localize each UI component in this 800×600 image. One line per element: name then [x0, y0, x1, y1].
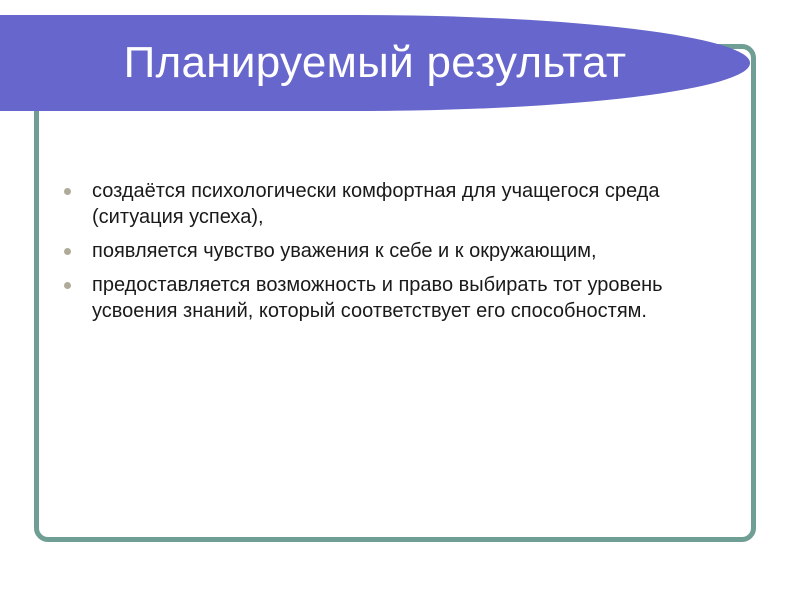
bullet-item [60, 178, 680, 230]
bullet-text: предоставляется возможность и право выбирать тот уровень усвоения знаний, который соответствует его способностям. [92, 274, 663, 322]
bullet-item [60, 272, 680, 324]
bullet-dot-icon [64, 248, 71, 255]
bullet-dot-icon [64, 282, 71, 289]
title-banner-content [0, 15, 750, 111]
slide-title: Планируемый результат [123, 38, 627, 87]
bullet-text: появляется чувство уважения к себе и к окружающим, [92, 240, 597, 262]
bullet-list [60, 178, 680, 332]
bullet-dot-icon [64, 188, 71, 195]
bullet-item [60, 238, 680, 264]
bullet-text: создаётся психологически комфортная для учащегося среда (ситуация успеха), [92, 180, 660, 228]
